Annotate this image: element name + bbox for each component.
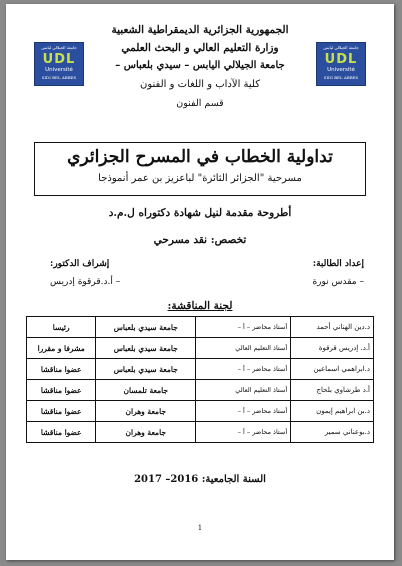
member-name: أ.د طرشاوي بلحاج <box>291 380 374 401</box>
member-rank: أستاذ محاضر – أ – <box>196 359 291 380</box>
thesis-title: تداولية الخطاب في المسرح الجزائري <box>67 147 333 167</box>
member-role: رئيسا <box>27 317 96 338</box>
committee-table <box>26 316 374 443</box>
ministry-heading: وزارة التعليم العالي و البحث العلمي <box>121 42 279 54</box>
member-university: جامعة سيدي بلعباس <box>96 317 196 338</box>
member-role: عضوا مناقشا <box>27 359 96 380</box>
member-rank: أستاذ محاضر – أ – <box>196 317 291 338</box>
member-name: أ.د. إدريس قرقوة <box>291 338 374 359</box>
committee-row <box>27 359 374 380</box>
logo-mark: UDL <box>324 52 358 67</box>
member-name: د.ابراهمي اسماعين <box>291 359 374 380</box>
thesis-degree-line: أطروحة مقدمة لنيل شهادة دكتوراه ل.م.د <box>108 207 292 219</box>
logo-name: Université <box>45 67 73 73</box>
logo-mark: UDL <box>42 52 76 67</box>
member-university: جامعة وهران <box>96 422 196 443</box>
committee-row <box>27 401 374 422</box>
page-number: 1 <box>197 524 203 532</box>
republic-heading: الجمهورية الجزائرية الديمقراطية الشعبية <box>111 24 289 36</box>
member-name: د.دين الهناني أحمد <box>291 317 374 338</box>
member-name: د.بوعناني سمير <box>291 422 374 443</box>
prepared-by-label: إعداد الطالبة: <box>312 259 364 269</box>
member-university: جامعة سيدي بلعباس <box>96 359 196 380</box>
member-role: عضوا مناقشا <box>27 380 96 401</box>
member-university: جامعة سيدي بلعباس <box>96 338 196 359</box>
committee-row <box>27 338 374 359</box>
supervisor-label: إشراف الدكتور: <box>50 259 110 269</box>
department-heading: قسم الفنون <box>176 98 224 109</box>
member-rank: أستاذ محاضر – أ – <box>196 422 291 443</box>
member-rank: أستاذ التعليم العالي <box>196 338 291 359</box>
specialty-line: تخصص: نقد مسرحي <box>153 234 247 246</box>
member-university: جامعة تلمسان <box>96 380 196 401</box>
academic-year: السنة الجامعية: 2016– 2017 <box>134 474 266 485</box>
logo-subtitle: SIDI BEL ABBES <box>41 75 77 80</box>
committee-row <box>27 380 374 401</box>
logo-arabic-text: جامعة الجيلالي ليابس <box>41 45 77 50</box>
member-role: عضوا مناقشا <box>27 422 96 443</box>
thesis-subtitle: مسرحية "الجزائر الثائرة" لباعزيز بن عمر أنموذجا <box>98 173 302 184</box>
committee-title: لجنة المناقشة: <box>167 300 233 312</box>
logo-subtitle: SIDI BEL ABBES <box>323 75 359 80</box>
faculty-heading: كلية الآداب و اللغات و الفنون <box>140 79 260 90</box>
member-university: جامعة وهران <box>96 401 196 422</box>
committee-row <box>27 422 374 443</box>
committee-row <box>27 317 374 338</box>
supervisor-name: – أ.د.قرقوة إدريس <box>50 277 121 287</box>
title-box <box>34 142 366 196</box>
logo-arabic-text: جامعة الجيلالي ليابس <box>323 45 359 50</box>
document-page <box>6 4 394 560</box>
member-rank: أستاذ التعليم العالي <box>196 380 291 401</box>
member-role: عضوا مناقشا <box>27 401 96 422</box>
member-rank: أستاذ محاضر – أ – <box>196 401 291 422</box>
university-heading: جامعة الجيلالي اليابس – سيدي بلعباس – <box>115 60 285 71</box>
member-role: مشرفا و مقررا <box>27 338 96 359</box>
member-name: د.بن ابراهيم إيمون <box>291 401 374 422</box>
logo-name: Université <box>327 67 355 73</box>
student-name: – مقدس نورة <box>312 277 364 287</box>
